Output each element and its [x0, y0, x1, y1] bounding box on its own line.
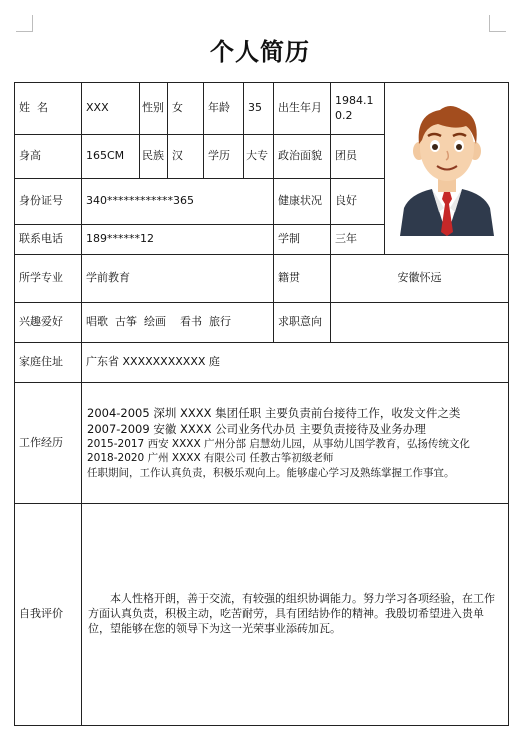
work-line: 2018-2020 广州 XXXX 有限公司 任教古筝初级老师	[87, 452, 334, 465]
page-title: 个人简历	[210, 38, 310, 66]
work-line: 任职期间，工作认真负责，积极乐观向上。能够虚心学习及熟练掌握工作事宜。	[87, 466, 455, 479]
education-label: 学历	[204, 135, 244, 179]
photo-cell	[385, 83, 509, 255]
health-value: 良好	[331, 179, 385, 225]
gender-label: 性别	[140, 83, 168, 135]
height-label: 身高	[15, 135, 82, 179]
work-experience	[82, 383, 509, 504]
origin-label: 籍贯	[274, 255, 331, 303]
ethnicity-label: 民族	[140, 135, 168, 179]
phone-value: 189******12	[82, 225, 274, 255]
study-value: 三年	[331, 225, 385, 255]
education-value: 大专	[244, 135, 274, 179]
work-line: 2015-2017 西安 XXXX 广州分部 启慧幼儿园，从事幼儿国学教育，弘扬传统文化	[87, 438, 470, 451]
origin-value: 安徽怀远	[331, 255, 509, 303]
ethnicity-value: 汉	[168, 135, 204, 179]
id-value: 340************365	[82, 179, 274, 225]
resume-table	[14, 82, 509, 726]
work-label: 工作经历	[15, 383, 82, 504]
study-label: 学制	[274, 225, 331, 255]
hobby-value: 唱歌 古筝 绘画 看书 旅行	[82, 303, 274, 343]
id-label: 身份证号	[15, 179, 82, 225]
phone-label: 联系电话	[15, 225, 82, 255]
cartoon-man-portrait-icon	[392, 96, 502, 236]
height-value: 165CM	[82, 135, 140, 179]
major-label: 所学专业	[15, 255, 82, 303]
work-line: 2007-2009 安徽 XXXX 公司业务代办员 主要负责接待及业务办理	[87, 421, 426, 436]
political-label: 政治面貌	[274, 135, 331, 179]
gender-value: 女	[168, 83, 204, 135]
major-value: 学前教育	[82, 255, 274, 303]
self-eval-label: 自我评价	[15, 504, 82, 726]
health-label: 健康状况	[274, 179, 331, 225]
page-corner-mark	[489, 15, 506, 32]
work-line: 2004-2005 深圳 XXXX 集团任职 主要负责前台接待工作，收发文件之类	[87, 406, 461, 421]
age-label: 年龄	[204, 83, 244, 135]
name-label: 姓 名	[15, 83, 82, 135]
name-value: XXX	[82, 83, 140, 135]
address-value: 广东省 XXXXXXXXXXX 庭	[82, 343, 509, 383]
birth-label: 出生年月	[274, 83, 331, 135]
self-evaluation: 本人性格开朗，善于交流，有较强的组织协调能力。努力学习各项经验，在工作方面认真负责，积极主动，吃苦耐劳，具有团结协作的精神。我殷切希望进入贵单位，望能够在您的领导下为这一光荣事业添砖加瓦。	[82, 504, 509, 726]
job-intent-label: 求职意向	[274, 303, 331, 343]
address-label: 家庭住址	[15, 343, 82, 383]
page-corner-mark	[16, 15, 33, 32]
hobby-label: 兴趣爱好	[15, 303, 82, 343]
birth-value: 1984.10.2	[331, 83, 385, 135]
job-intent-value	[331, 303, 509, 343]
age-value: 35	[244, 83, 274, 135]
political-value: 团员	[331, 135, 385, 179]
